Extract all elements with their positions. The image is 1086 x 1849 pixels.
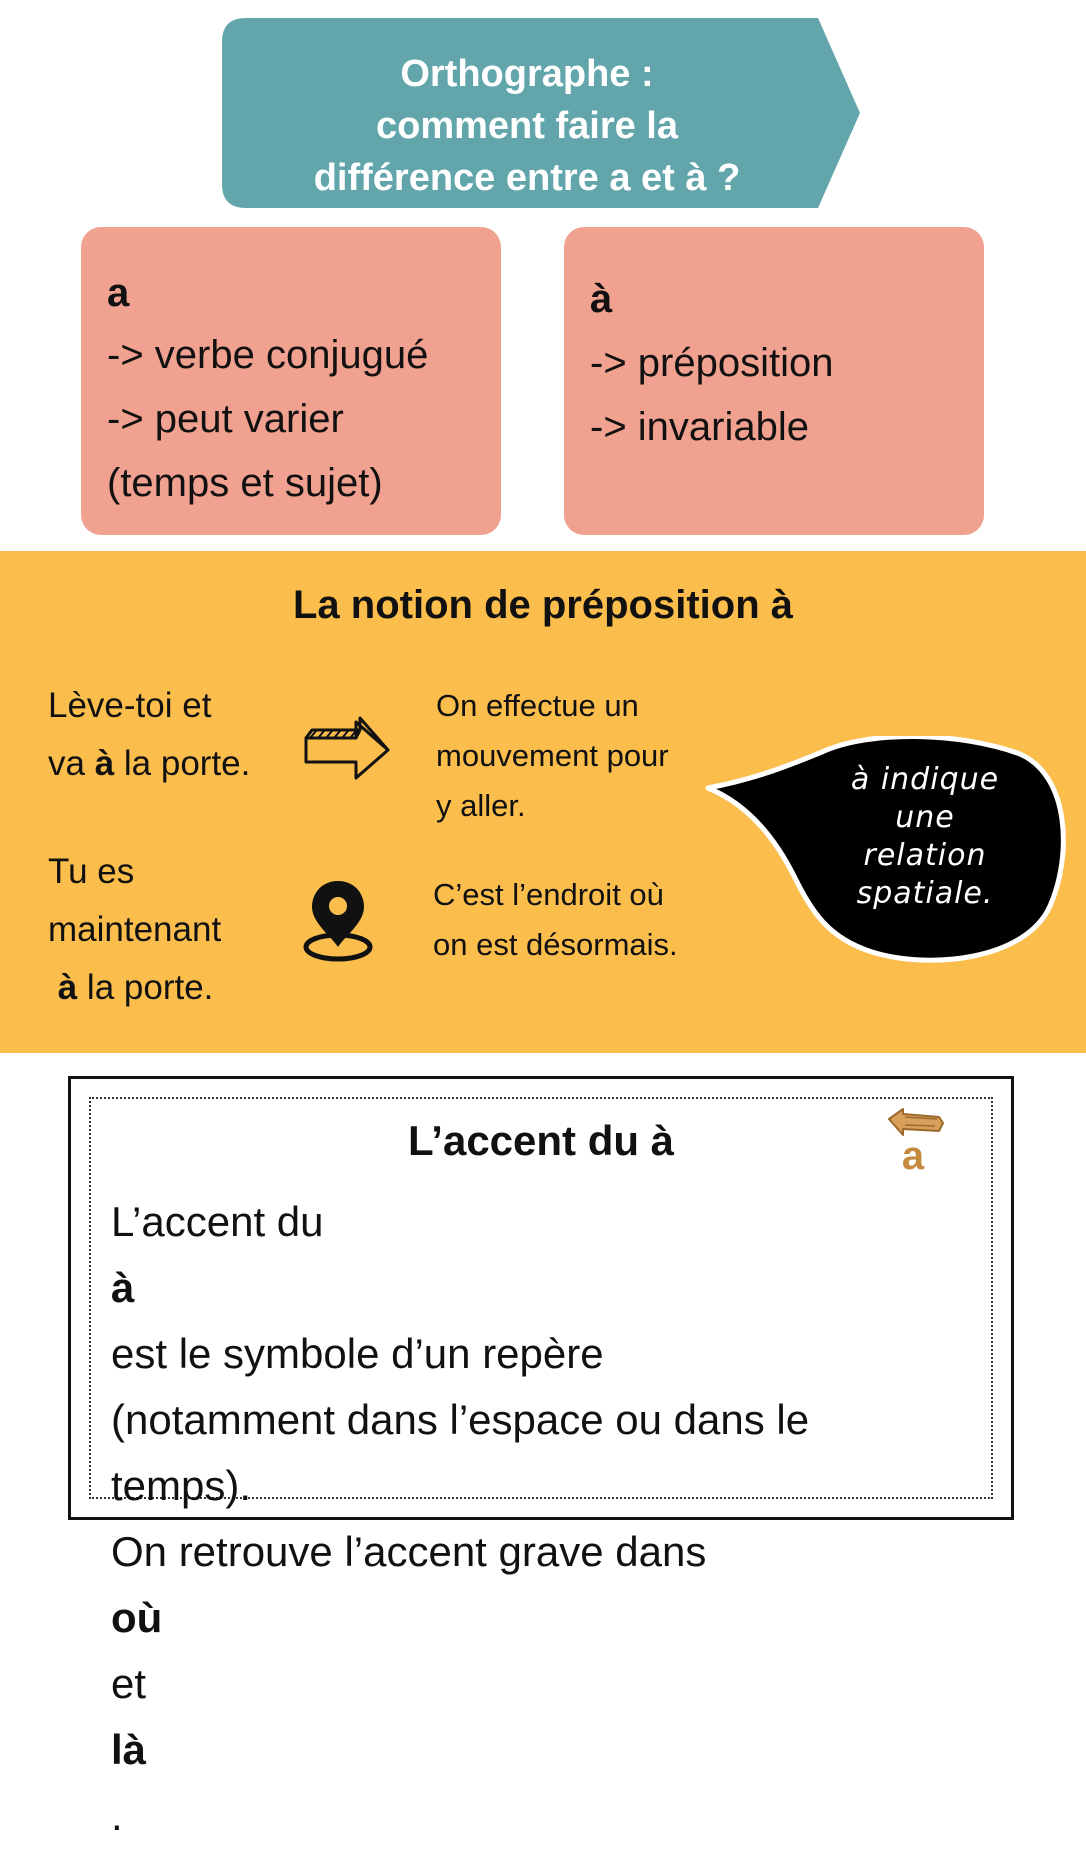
page-title bbox=[242, 48, 812, 204]
card-a-line-3: (temps et sujet) bbox=[107, 461, 383, 505]
accent-line-3: temps). bbox=[111, 1462, 252, 1509]
example-1-pre: va bbox=[48, 744, 95, 783]
example-1-bold: à bbox=[94, 744, 115, 783]
example-2-explanation bbox=[433, 870, 678, 970]
card-a-grave-line-1: -> préposition bbox=[590, 341, 834, 385]
accent-line-1-post: est le symbole d’un repère bbox=[111, 1330, 604, 1377]
wooden-sign-letter: a bbox=[901, 1134, 925, 1175]
card-a-grave bbox=[564, 227, 984, 535]
example-2-expl-line-2: on est désormais. bbox=[433, 927, 678, 962]
accent-line-1 bbox=[111, 1189, 991, 1387]
example-1-explanation bbox=[436, 681, 669, 831]
accent-heading: L’accent du à bbox=[407, 1117, 675, 1164]
bubble-line-4: spatiale. bbox=[856, 876, 994, 911]
title-banner bbox=[222, 18, 862, 208]
accent-line-1-pre: L’accent du bbox=[111, 1198, 324, 1245]
card-a bbox=[81, 227, 501, 535]
arrow-right-icon bbox=[302, 716, 392, 782]
accent-line-4 bbox=[111, 1519, 991, 1849]
title-line-2: comment faire la bbox=[376, 105, 678, 147]
card-a-grave-line-2: -> invariable bbox=[590, 405, 810, 449]
accent-line-4-bold-2: là bbox=[111, 1726, 147, 1773]
example-1 bbox=[48, 677, 250, 793]
example-2-line-2: maintenant bbox=[48, 910, 222, 949]
card-a-line-1: -> verbe conjugué bbox=[107, 333, 429, 377]
example-1-expl-line-3: y aller. bbox=[436, 788, 526, 823]
accent-line-4-mid: et bbox=[111, 1660, 147, 1707]
example-1-line-1: Lève-toi et bbox=[48, 686, 212, 725]
example-2-line-3 bbox=[48, 959, 221, 1017]
example-1-post: la porte. bbox=[114, 744, 251, 783]
example-1-expl-line-2: mouvement pour bbox=[436, 738, 669, 773]
accent-line-4-bold-1: où bbox=[111, 1594, 163, 1641]
accent-body bbox=[111, 1189, 991, 1849]
example-2-post: la porte. bbox=[77, 968, 214, 1007]
bubble-line-3: relation bbox=[863, 838, 987, 873]
example-1-expl-line-1: On effectue un bbox=[436, 688, 639, 723]
card-a-line-2: -> peut varier bbox=[107, 397, 344, 441]
bubble-line-1: à indique bbox=[850, 762, 1000, 797]
card-a-heading: a bbox=[107, 271, 130, 315]
wooden-sign-icon bbox=[883, 1105, 949, 1175]
title-line-1: Orthographe : bbox=[400, 53, 654, 95]
example-2-expl-line-1: C’est l’endroit où bbox=[433, 877, 664, 912]
accent-line-1-bold: à bbox=[111, 1264, 135, 1311]
card-a-grave-heading: à bbox=[590, 277, 613, 321]
preposition-heading: La notion de préposition à bbox=[293, 583, 793, 627]
preposition-section bbox=[0, 551, 1086, 1053]
accent-line-4-post: . bbox=[111, 1792, 123, 1839]
example-2 bbox=[48, 843, 221, 1017]
location-pin-icon bbox=[302, 877, 374, 963]
accent-line-4-pre: On retrouve l’accent grave dans bbox=[111, 1528, 707, 1575]
example-1-line-2 bbox=[48, 735, 250, 793]
bubble-text bbox=[820, 761, 1030, 913]
title-line-3: différence entre a et à ? bbox=[313, 157, 741, 199]
accent-line-2: (notamment dans l’espace ou dans le bbox=[111, 1396, 810, 1443]
bubble-line-2: une bbox=[895, 800, 955, 835]
example-2-line-1: Tu es bbox=[48, 852, 135, 891]
example-2-bold: à bbox=[57, 968, 78, 1007]
accent-box bbox=[68, 1076, 1014, 1839]
